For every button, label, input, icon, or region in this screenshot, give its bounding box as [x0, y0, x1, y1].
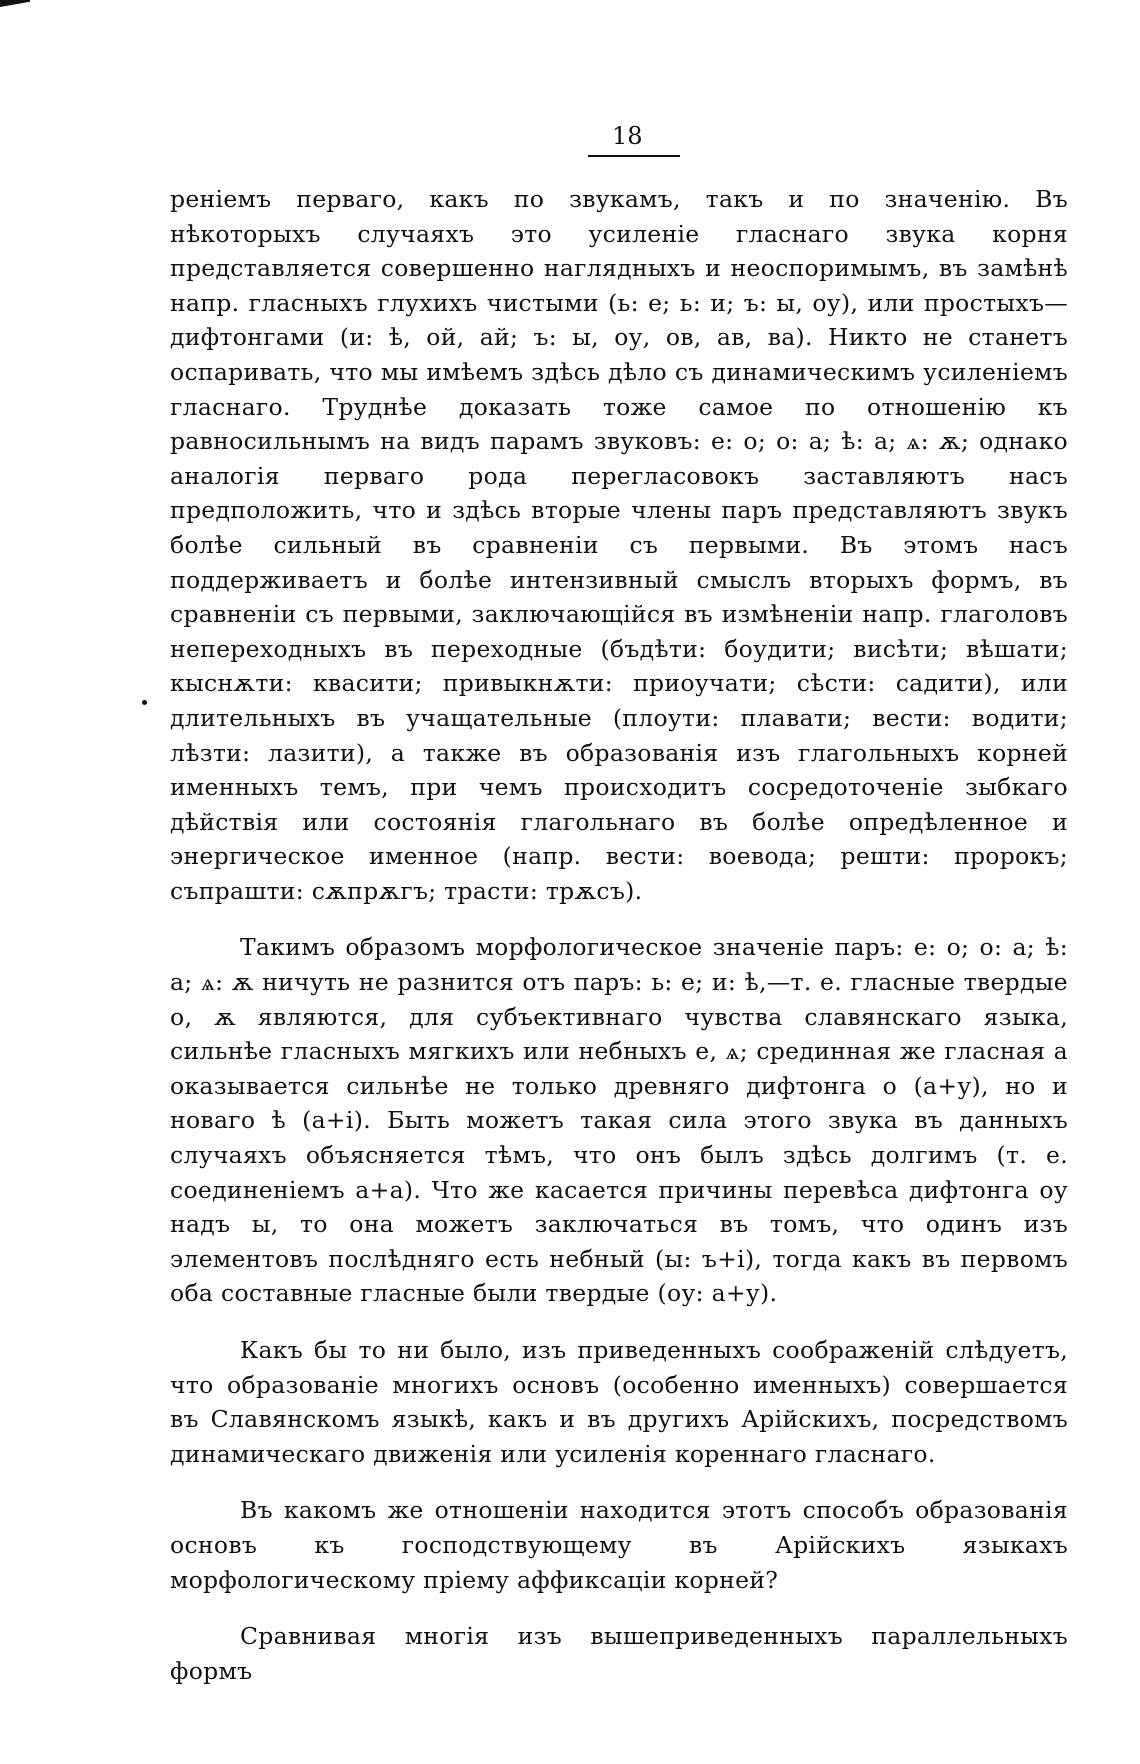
paragraph-conclusion: Какъ бы то ни было, изъ приведенныхъ соображеній слѣдуетъ, что образованіе многихъ основъ (особенно именныхъ) совершается въ Славянскомъ языкѣ, какъ и въ другихъ Арійскихъ, посредствомъ динамическаго движенія или усиленія кореннаго гласнаго. — [170, 1336, 1068, 1468]
margin-dot — [142, 700, 147, 705]
paragraph-question: Въ какомъ же отношеніи находится этотъ способъ образованія основъ къ господствующему въ Арійскихъ языкахъ морфологическому пріему аффиксаціи корней? — [170, 1496, 1068, 1594]
paragraph-continued: реніемъ перваго, какъ по звукамъ, такъ и по значенію. Въ нѣкоторыхъ случаяхъ это усиленіе гласнаго звука корня представляется совершенно наглядныхъ и неоспоримымъ, въ замѣнѣ напр. гласныхъ глухихъ чистыми (ь: е; ь: и; ъ: ы, оу), или простыхъ—дифтонгами (и: ѣ, ой, ай; ъ: ы, оу, ов, ав, ва). Никто не станетъ оспаривать, что мы имѣемъ здѣсь дѣло съ динамическимъ усиленіемъ гласнаго. Труднѣе доказать тоже самое по отношенію къ равносильнымъ на видъ парамъ звуковъ: е: о; о: а; ѣ: а; ѧ: ѫ; однако аналогія перваго рода перегласовокъ заставляютъ насъ предположить, что и здѣсь вторые члены паръ представляютъ звукъ болѣе сильный въ сравненіи съ первыми. Въ этомъ насъ поддерживаетъ и болѣе интензивный смыслъ вторыхъ формъ, въ сравненіи съ первыми, заключающійся въ измѣненіи напр. глаголовъ непереходныхъ въ переходные (бъдѣти: боудити; висѣти; вѣшати; кыснѫти: квасити; привыкнѫти: приоучати; сѣсти: садити), или длительныхъ въ учащательные (плоути: плавати; вести: водити; лѣзти: лазити), а также въ образованія изъ глагольныхъ корней именныхъ темъ, при чемъ происходитъ сосредоточеніе зыбкаго дѣйствія или состоянія глагольнаго въ болѣе опредѣленное и энергическое именное (напр. вести: воевода; решти: пророкъ; съпрашти: сѫпрѫгъ; трасти: трѫсъ). — [170, 185, 1068, 905]
text-column — [170, 182, 1068, 1688]
paragraph-morphological-meaning: Такимъ образомъ морфологическое значеніе паръ: е: о; о: а; ѣ: а; ѧ: ѫ ничуть не разнится отъ паръ: ь: е; и: ѣ,—т. е. гласные твердые о, ѫ являются, для субъективнаго чувства славянскаго языка, сильнѣе гласныхъ мягкихъ или небныхъ е, ѧ; срединная же гласная а оказывается сильнѣе не только древняго дифтонга о (а+у), но и новаго ѣ (а+і). Быть можетъ такая сила этого звука въ данныхъ случаяхъ объясняется тѣмъ, что онъ былъ здѣсь долгимъ (т. е. соединеніемъ а+а). Что же касается причины перевѣса дифтонга оу надъ ы, то она можетъ заключаться въ томъ, что одинъ изъ элементовъ послѣдняго есть небный (ы: ъ+і), тогда какъ въ первомъ оба составные гласные были твердые (оу: а+у). — [170, 933, 1068, 1308]
scan-corner-mark — [0, 0, 30, 7]
page-number-rule — [588, 155, 680, 157]
page-number: 18 — [612, 122, 643, 150]
paragraph-comparison: Сравнивая многія изъ вышеприведенныхъ параллельныхъ формъ — [170, 1622, 1068, 1685]
